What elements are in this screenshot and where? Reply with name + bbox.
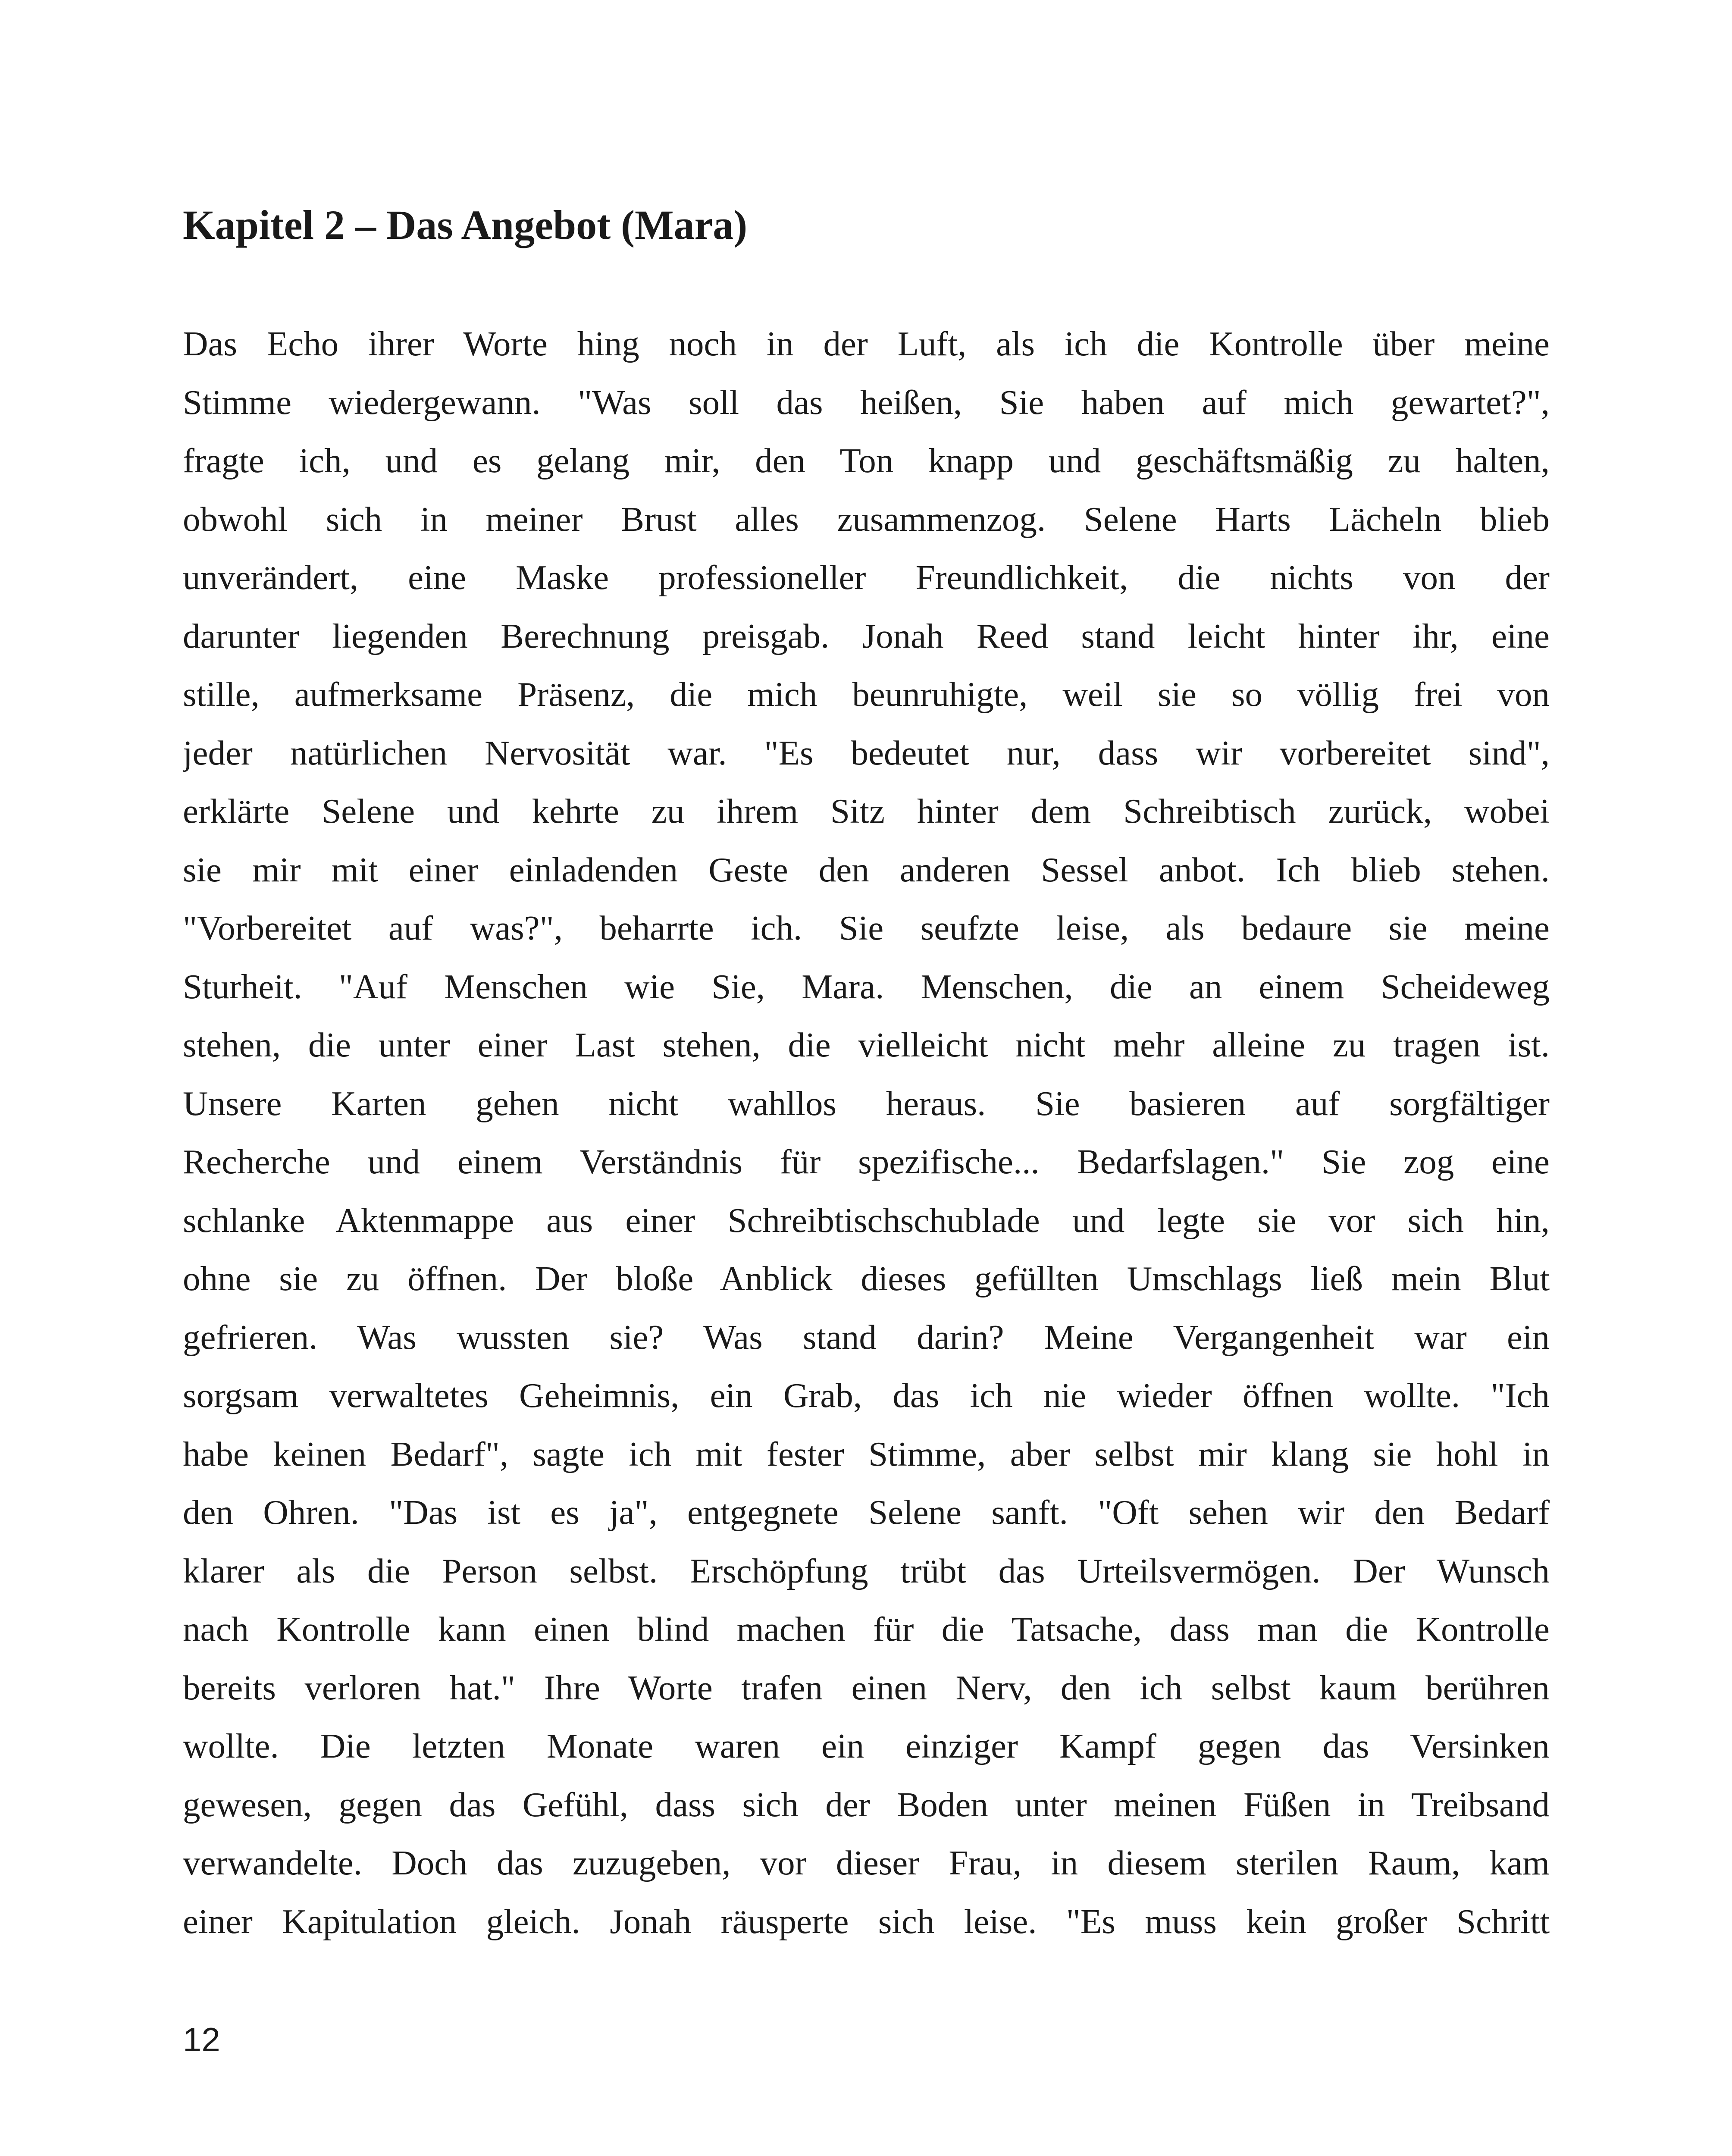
text-line: bereits verloren hat." Ihre Worte trafen einen Nerv, den ich selbst kaum berühren xyxy=(183,1668,1550,1707)
text-line: unverändert, eine Maske professioneller Freundlichkeit, die nichts von der xyxy=(183,558,1550,597)
text-line: "Vorbereitet auf was?", beharrte ich. Sie seufzte leise, als bedaure sie meine xyxy=(183,909,1550,947)
text-line: darunter liegenden Berechnung preisgab. Jonah Reed stand leicht hinter ihr, eine xyxy=(183,616,1550,655)
text-line: einer Kapitulation gleich. Jonah räusperte sich leise. "Es muss kein großer Schritt xyxy=(183,1902,1550,1941)
text-line: gewesen, gegen das Gefühl, dass sich der Boden unter meinen Füßen in Treibsand xyxy=(183,1785,1550,1824)
text-line: verwandelte. Doch das zuzugeben, vor dieser Frau, in diesem sterilen Raum, kam xyxy=(183,1843,1550,1882)
text-line: ohne sie zu öffnen. Der bloße Anblick dieses gefüllten Umschlags ließ mein Blut xyxy=(183,1259,1550,1298)
text-line: stille, aufmerksame Präsenz, die mich beunruhigte, weil sie so völlig frei von xyxy=(183,675,1550,714)
text-line: Unsere Karten gehen nicht wahllos heraus. Sie basieren auf sorgfältiger xyxy=(183,1084,1550,1123)
text-line: stehen, die unter einer Last stehen, die vielleicht nicht mehr alleine zu tragen ist. xyxy=(183,1025,1550,1064)
text-line: Sturheit. "Auf Menschen wie Sie, Mara. Menschen, die an einem Scheideweg xyxy=(183,967,1550,1006)
page-number: 12 xyxy=(183,2021,220,2059)
text-line: sie mir mit einer einladenden Geste den anderen Sessel anbot. Ich blieb stehen. xyxy=(183,850,1550,889)
text-line: Stimme wiedergewann. "Was soll das heißen, Sie haben auf mich gewartet?", xyxy=(183,382,1550,422)
text-line: Recherche und einem Verständnis für spezifische... Bedarfslagen." Sie zog eine xyxy=(183,1142,1550,1181)
text-line: erklärte Selene und kehrte zu ihrem Sitz hinter dem Schreibtisch zurück, wobei xyxy=(183,792,1550,830)
text-line: gefrieren. Was wussten sie? Was stand darin? Meine Vergangenheit war ein xyxy=(183,1317,1550,1357)
body-text xyxy=(183,315,1550,1951)
text-line: nach Kontrolle kann einen blind machen für die Tatsache, dass man die Kontrolle xyxy=(183,1610,1550,1648)
text-line: den Ohren. "Das ist es ja", entgegnete Selene sanft. "Oft sehen wir den Bedarf xyxy=(183,1493,1550,1532)
text-line: habe keinen Bedarf", sagte ich mit fester Stimme, aber selbst mir klang sie hohl in xyxy=(183,1434,1550,1473)
text-line: obwohl sich in meiner Brust alles zusammenzog. Selene Harts Lächeln blieb xyxy=(183,499,1550,539)
text-line: schlanke Aktenmappe aus einer Schreibtischschublade und legte sie vor sich hin, xyxy=(183,1200,1550,1240)
text-line: sorgsam verwaltetes Geheimnis, ein Grab, das ich nie wieder öffnen wollte. "Ich xyxy=(183,1376,1550,1415)
text-line: jeder natürlichen Nervosität war. "Es bedeutet nur, dass wir vorbereitet sind", xyxy=(183,733,1550,772)
text-line: klarer als die Person selbst. Erschöpfung trübt das Urteilsvermögen. Der Wunsch xyxy=(183,1551,1550,1590)
text-line: fragte ich, und es gelang mir, den Ton knapp und geschäftsmäßig zu halten, xyxy=(183,441,1550,480)
chapter-title: Kapitel 2 – Das Angebot (Mara) xyxy=(183,202,748,248)
text-line: Das Echo ihrer Worte hing noch in der Luft, als ich die Kontrolle über meine xyxy=(183,324,1550,363)
text-line: wollte. Die letzten Monate waren ein einziger Kampf gegen das Versinken xyxy=(183,1727,1550,1765)
